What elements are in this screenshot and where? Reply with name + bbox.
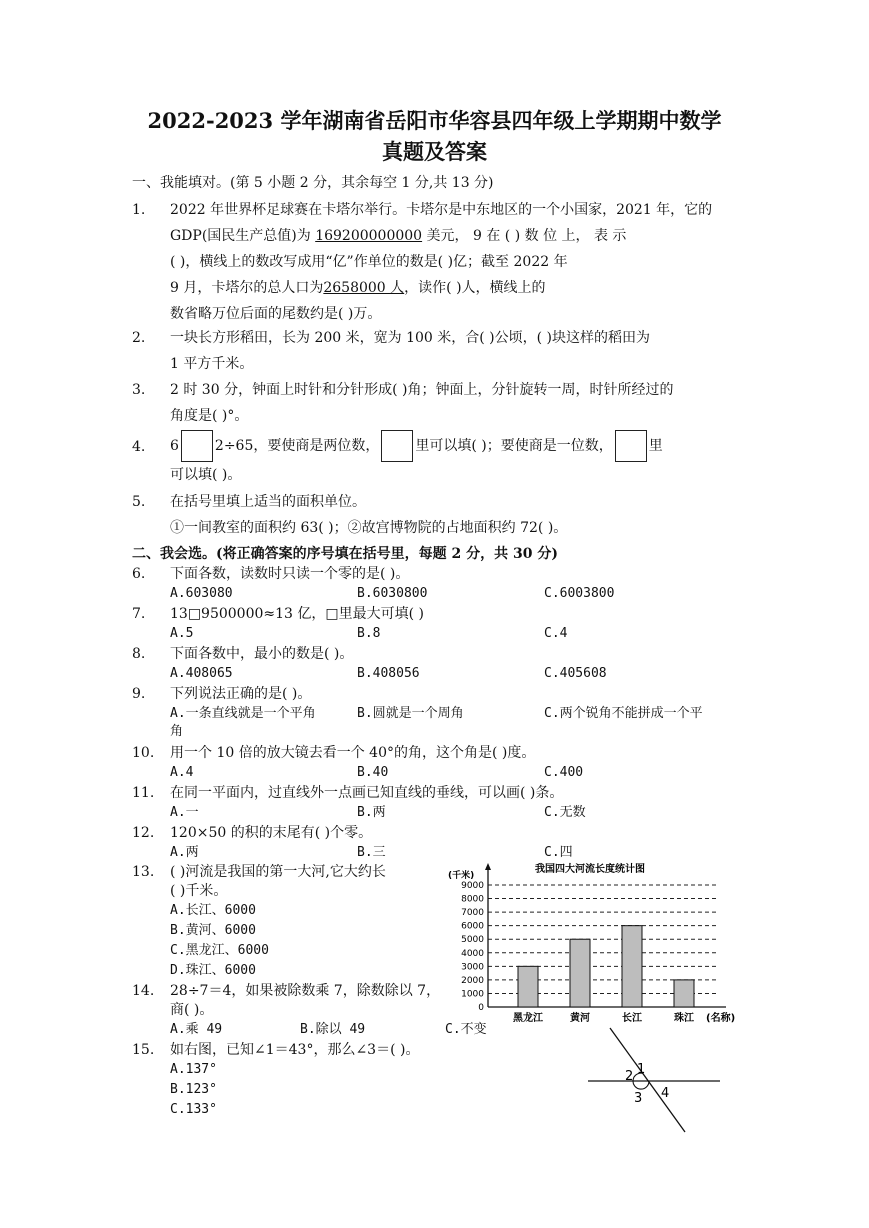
- q1-line4-b: ，读作( )人，横线上的: [404, 280, 546, 296]
- q1-line2: [170, 223, 712, 249]
- q15-text: 如右图，已知∠1＝43°，那么∠3＝( )。: [170, 1042, 420, 1058]
- q6-option-a: A.603080: [170, 586, 233, 601]
- q10-option-c: C.400: [544, 765, 584, 780]
- answer-box[interactable]: [615, 430, 647, 462]
- q13-line2: ( )千米。: [170, 883, 228, 899]
- q3-number: 3.: [132, 382, 146, 398]
- q5-text: [170, 489, 567, 541]
- q9-number: 9.: [132, 686, 146, 702]
- q4-line1: [170, 429, 663, 463]
- q12-option-a: A.两: [170, 845, 199, 860]
- q11-option-a: A.一: [170, 805, 199, 820]
- q8-text: 下面各数中，最小的数是( )。: [170, 646, 354, 662]
- q1-line2-b: 美元， 9 在 ( ) 数 位 上， 表 示: [422, 228, 627, 244]
- x-tick-label: 黑龙江: [513, 1013, 543, 1024]
- q8-option-a: A.408065: [170, 666, 233, 681]
- q7-text: 13□9500000≈13 亿，□里最大可填( ): [170, 606, 424, 622]
- q14-number: 14.: [132, 983, 155, 999]
- q9-option-c: C.两个锐角不能拼成一个平: [544, 706, 703, 721]
- q1-line4: [170, 275, 712, 301]
- q11-option-c: C.无数: [544, 805, 586, 820]
- y-tick-label: 8000: [461, 894, 484, 905]
- q12-number: 12.: [132, 825, 155, 841]
- section-1-heading: 一、我能填对。(第 5 小题 2 分，其余每空 1 分,共 13 分): [132, 175, 494, 191]
- q6-number: 6.: [132, 566, 146, 582]
- q7-option-b: B.8: [357, 626, 381, 641]
- q10-number: 10.: [132, 745, 155, 761]
- intersecting-lines-figure: [585, 1025, 725, 1135]
- q14-option-b: B.除以 49: [300, 1022, 366, 1037]
- q12-option-c: C.四: [544, 845, 573, 860]
- q1-line3: ( )，横线上的数改写成用“亿”作单位的数是( )亿；截至 2022 年: [170, 254, 568, 270]
- bar-2: [622, 926, 642, 1007]
- q11-number: 11.: [132, 785, 155, 801]
- q4-number: 4.: [132, 439, 146, 455]
- answer-box[interactable]: [181, 430, 213, 462]
- q1-line4-a: 9 月，卡塔尔的总人口为: [170, 280, 324, 296]
- q1-line2-a: GDP(国民生产总值)为: [170, 228, 316, 244]
- q8-option-c: C.405608: [544, 666, 607, 681]
- q10-text: 用一个 10 倍的放大镜去看一个 40°的角，这个角是( )度。: [170, 745, 536, 761]
- q13-option-a: A.长江、6000: [170, 903, 256, 918]
- y-tick-label: 1000: [461, 989, 484, 1000]
- q9-text: 下列说法正确的是( )。: [170, 686, 312, 702]
- q13-number: 13.: [132, 864, 155, 880]
- q1-number: 1.: [132, 202, 146, 218]
- q11-text: 在同一平面内，过直线外一点画已知直线的垂线，可以画( )条。: [170, 785, 564, 801]
- q8-number: 8.: [132, 646, 146, 662]
- x-tick-label: 珠江: [674, 1013, 694, 1024]
- q4-line2: 可以填( )。: [170, 467, 242, 483]
- y-tick-label: 2000: [461, 975, 484, 986]
- q10-option-b: B.40: [357, 765, 389, 780]
- q15-option-c: C.133°: [170, 1102, 217, 1117]
- q4-part-a: 6: [170, 438, 179, 454]
- q3-line1: 2 时 30 分，钟面上时针和分针形成( )角；钟面上，分针旋转一周，时针所经过的: [170, 382, 674, 398]
- q12-text: 120×50 的积的末尾有( )个零。: [170, 825, 373, 841]
- q6-option-b: B.6030800: [357, 586, 428, 601]
- page-title: 2022-2023 学年湖南省岳阳市华容县四年级上学期期中数学: [147, 108, 722, 133]
- q14-line2: 商( )。: [170, 1002, 214, 1018]
- q14-line1: 28÷7＝4，如果被除数乘 7，除数除以 7，: [170, 983, 441, 999]
- q5-line1: 在括号里填上适当的面积单位。: [170, 494, 366, 510]
- q12-option-b: B.三: [357, 845, 386, 860]
- angle-label-4: 4: [661, 1086, 670, 1101]
- q7-option-a: A.5: [170, 626, 194, 641]
- q9-option-a: A.一条直线就是一个平角: [170, 706, 316, 721]
- q15-number: 15.: [132, 1042, 155, 1058]
- bar-1: [570, 939, 590, 1007]
- q10-option-a: A.4: [170, 765, 194, 780]
- q9-option-b: B.圆就是一个周角: [357, 706, 464, 721]
- q11-option-b: B.两: [357, 805, 386, 820]
- q1-gdp-value: 169200000000: [315, 228, 423, 244]
- q13-option-b: B.黄河、6000: [170, 923, 256, 938]
- q13-line1: ( )河流是我国的第一大河,它大约长: [170, 864, 386, 880]
- angle-label-1: 1: [637, 1062, 646, 1077]
- y-axis-arrow: [485, 863, 491, 870]
- q1-line5: 数省略万位后面的尾数约是( )万。: [170, 306, 382, 322]
- q1-population: 2658000 人: [323, 280, 405, 296]
- x-tick-label: 黄河: [570, 1013, 590, 1024]
- bar-0: [518, 966, 538, 1007]
- bar-3: [674, 980, 694, 1007]
- y-tick-label: 9000: [461, 881, 484, 891]
- transversal-line: [610, 1028, 685, 1132]
- q1-text: [170, 197, 712, 327]
- angle-label-3: 3: [634, 1091, 643, 1106]
- y-tick-label: 5000: [461, 935, 484, 946]
- q4-part-c: 里可以填( )；要使商是一位数，: [415, 438, 613, 454]
- river-length-bar-chart: [440, 855, 740, 1025]
- x-axis-label: (名称): [706, 1013, 736, 1024]
- q6-option-c: C.6003800: [544, 586, 615, 601]
- answer-box[interactable]: [381, 430, 413, 462]
- q3-line2: 角度是( )°。: [170, 408, 249, 424]
- q2-number: 2.: [132, 330, 146, 346]
- q7-number: 7.: [132, 606, 146, 622]
- q4-part-d: 里: [648, 438, 663, 454]
- y-tick-label: 0: [478, 1003, 484, 1013]
- q2-line1: 一块长方形稻田，长为 200 米，宽为 100 米，合( )公顷，( )块这样的稻田为: [170, 330, 650, 346]
- q5-number: 5.: [132, 494, 146, 510]
- q13-option-c: C.黑龙江、6000: [170, 943, 269, 958]
- q14-option-c: C.不变: [445, 1022, 487, 1037]
- angle-label-2: 2: [625, 1069, 634, 1084]
- q5-line2: ①一间教室的面积约 63( )；②故宫博物院的占地面积约 72( )。: [170, 520, 568, 536]
- q15-option-b: B.123°: [170, 1082, 217, 1097]
- q2-line2: 1 平方千米。: [170, 356, 254, 372]
- q1-line1: 2022 年世界杯足球赛在卡塔尔举行。卡塔尔是中东地区的一个小国家，2021 年，它的: [170, 202, 713, 218]
- q13-option-d: D.珠江、6000: [170, 963, 256, 978]
- q14-option-a: A.乘 49: [170, 1022, 223, 1037]
- x-tick-label: 长江: [622, 1013, 642, 1024]
- q7-option-c: C.4: [544, 626, 568, 641]
- q6-text: 下面各数，读数时只读一个零的是( )。: [170, 566, 410, 582]
- q3-text: [170, 377, 673, 429]
- q8-option-b: B.408056: [357, 666, 420, 681]
- page-subtitle: 真题及答案: [382, 139, 487, 164]
- y-tick-label: 6000: [461, 921, 484, 932]
- q9-option-c-cont: 角: [170, 724, 184, 739]
- q15-option-a: A.137°: [170, 1062, 217, 1077]
- chart-title: 我国四大河流长度统计图: [535, 864, 645, 875]
- y-tick-label: 7000: [461, 908, 484, 919]
- q2-text: [170, 325, 650, 377]
- section-2-heading: 二、我会选。(将正确答案的序号填在括号里，每题 2 分，共 30 分): [132, 546, 558, 562]
- y-axis-label: (千米): [448, 871, 475, 881]
- y-tick-label: 3000: [461, 962, 484, 973]
- y-tick-label: 4000: [461, 948, 484, 959]
- q4-part-b: 2÷65，要使商是两位数，: [214, 438, 380, 454]
